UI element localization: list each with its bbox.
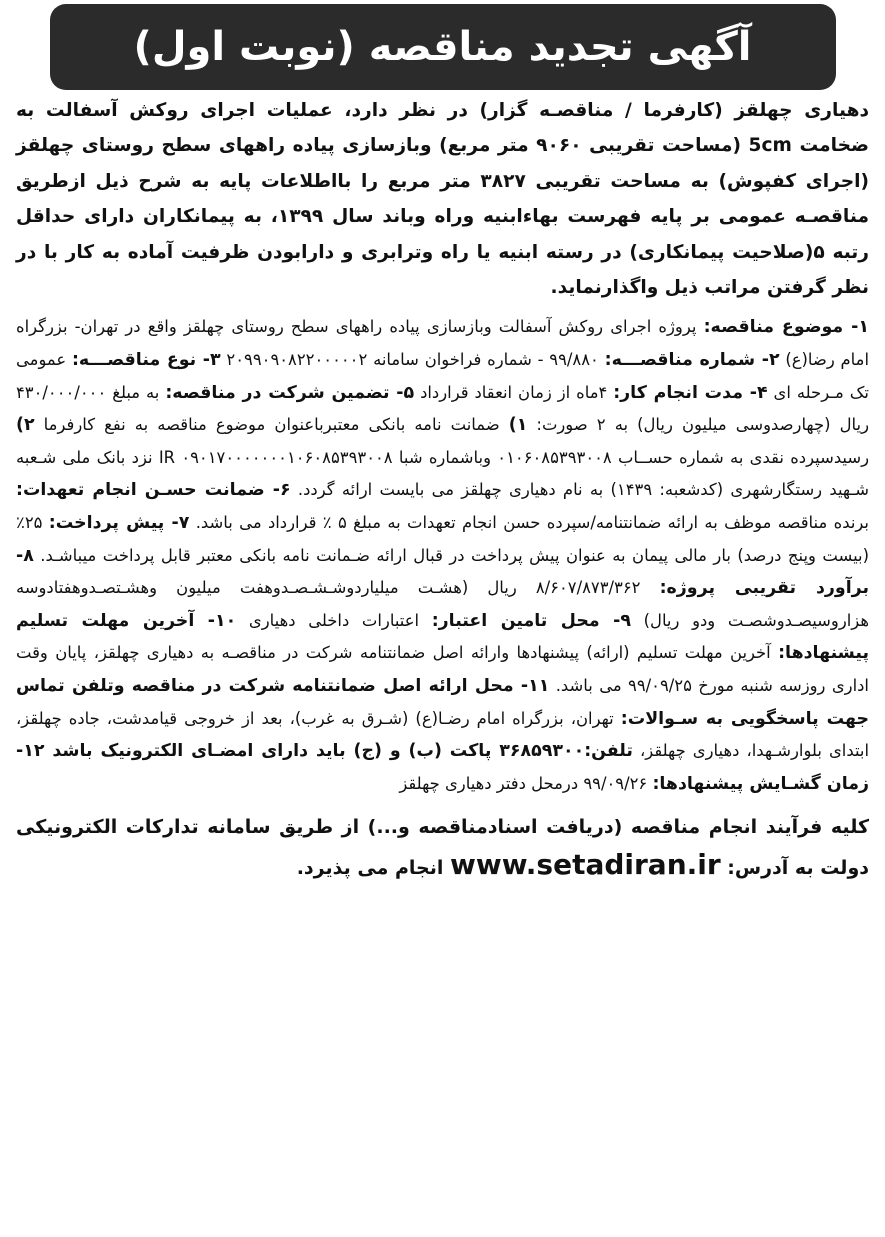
item-deadline-label: ۱۰- آخرین مهلت تسلیم پیشنهادها: (16, 610, 869, 664)
phone-number: ۳۶۸۵۹۳۰۰ (499, 741, 585, 762)
guarantee-option1-number: ۱) (508, 415, 528, 436)
item-number-label: ۲- شماره مناقصـــه: (604, 350, 780, 371)
notice-title: آگهی تجدید مناقصه (نوبت اول) (133, 24, 752, 70)
item-funding-label: ۹- محل تامین اعتبار: (431, 610, 631, 631)
item-estimate-text: ۸/۶۰۷/۸۷۳/۳۶۲ ریال (هشـت میلیاردوشـشـصـدوهفت میلیون وهشـتصـدوهفتادوسه هزاروسیصـدوشصـت ودو ریال) (16, 578, 869, 630)
guarantee-option2-text: رسیدسپرده نقدی به شماره حســاب ۰۱۰۶۰۸۵۳۹۳۰۰۸ وباشماره شبا IR ۰۹۰۱۷۰۰۰۰۰۰۰۱۰۶۰۸۵۳۹۳۰۰۸ نزد بانک ملی شـعبه شـهید رستگارشهری (کدشعبه: ۱۴۳۹) به نام دهیاری چهلقز می بایست ارائه گردد. (16, 447, 870, 500)
item-delivery-label: ۱۱- محل ارائه اصل ضمانتنامه شرکت در مناقصه وتلفن تماس جهت پاسخگویی به سـوالات: (16, 675, 869, 729)
title-banner (50, 4, 836, 90)
packet-signature-note: پاکت (ب) و (ج) باید دارای امضـای الکترونیک باشد (44, 741, 500, 762)
item-funding-text: اعتبارات داخلی دهیاری (236, 610, 432, 630)
item-number-text: ۹۹/۸۸۰ - شماره فراخوان سامانه ۲۰۹۹۰۹۰۸۲۲۰۰۰۰۰۲ (220, 350, 605, 370)
item-guarantee-label: ۵- تضمین شرکت در مناقصه: (165, 382, 415, 403)
item-performance-text: برنده مناقصه موظف به ارائه ضمانتنامه/سپرده حسن انجام تعهدات به مبلغ ۵ ٪ قرارداد می باشد. (189, 513, 869, 532)
item-duration-text: ۴ماه از زمان انعقاد قرارداد (414, 382, 614, 402)
footer-text-after: انجام می پذیرد. (296, 857, 450, 880)
item-prepayment-label: ۷- پیش پرداخت: (48, 513, 190, 533)
guarantee-option1-text: ضمانت نامه بانکی معتبرباعنوان موضوع مناقصه به نفع کارفرما (34, 415, 509, 435)
item-deadline-text: آخرین مهلت تسلیم (ارائه) پیشنهادها وارائه اصل ضمانتنامه شرکت در مناقصـه به دهیاری چهلقز، پایان وقت اداری روزسه شنبه مورخ ۹۹/۰۹/۲۵ می باشد. (16, 643, 869, 695)
item-subject-text: پروژه اجرای روکش آسفالت وبازسازی پیاده راههای سطح روستای چهلقز واقع در تهران- بزرگراه امام رضا(ع) (16, 317, 869, 370)
footer-text-before: کلیه فرآیند انجام مناقصه (دریافت اسنادمناقصه و...) از طریق سامانه تدارکات الکترونیکی دولت به آدرس: (16, 816, 869, 880)
item-guarantee-text: به مبلغ ۴۳۰/۰۰۰/۰۰۰ ریال (چهارصدوسی میلیون ریال) به ۲ صورت: (16, 382, 869, 435)
item-type-label: ۳- نوع مناقصـــه: (71, 350, 221, 371)
phone-label: تلفن: (584, 741, 633, 762)
item-performance-label: ۶- ضمانت حسـن انجام تعهدات: (16, 480, 291, 501)
item-opening-text: ۹۹/۰۹/۲۶ درمحل دفتر دهیاری چهلقز (399, 773, 653, 793)
item-duration-label: ۴- مدت انجام کار: (613, 382, 768, 403)
item-opening-label: ۱۲- زمان گشـایش پیشنهادها: (16, 741, 869, 794)
item-type-text: عمومی تک مـرحله ای (16, 350, 869, 402)
item-subject-label: ۱- موضوع مناقصه: (703, 317, 869, 338)
website-link[interactable]: www.setadiran.ir (449, 848, 721, 882)
intro-paragraph: دهیاری چهلقز (کارفرما / مناقصـه گزار) در نظر دارد، عملیات اجرای روکش آسفالت به ضخامت 5cm (مساحت تقریبی ۹۰۶۰ متر مربع) وبازسازی پیاده راههای سطح روستای چهلقز (اجرای کفپوش) به مساحت تقریبی ۳۸۲۷ متر مربع را بااطلاعات پایه به شرح ذیل ازطریق مناقصـه عمومی بر پایه فهرست بهاءابنیه وراه وباند سال ۱۳۹۹، به پیمانکاران دارای حداقل رتبه ۵(صلاحیت پیمانکاری) در رسته ابنیه یا راه وترابری و دارابودن ظرفیت آماده به کار با در نظر گرفتن مراتب ذیل واگذارنماید. (16, 100, 869, 299)
tender-details (16, 311, 869, 800)
guarantee-option2-number: ۲) (16, 415, 35, 436)
item-prepayment-text: ۲۵٪ (بیست وپنج درصد) بار مالی پیمان به عنوان پیش پرداخت در قبال ارائه ضـمانت نامه بانکی معتبر قابل پرداخت میباشـد. (16, 513, 869, 565)
footer-paragraph (16, 808, 869, 887)
item-delivery-text: تهران، بزرگراه امام رضـا(ع) (شـرق به غرب)، بعد از خروجی قیامدشت، جاده چهلقز، ابتدای بلوارشـهدا، دهیاری چهلقز، (16, 708, 870, 761)
item-estimate-label: ۸- برآورد تقریبی پروژه: (16, 545, 869, 599)
